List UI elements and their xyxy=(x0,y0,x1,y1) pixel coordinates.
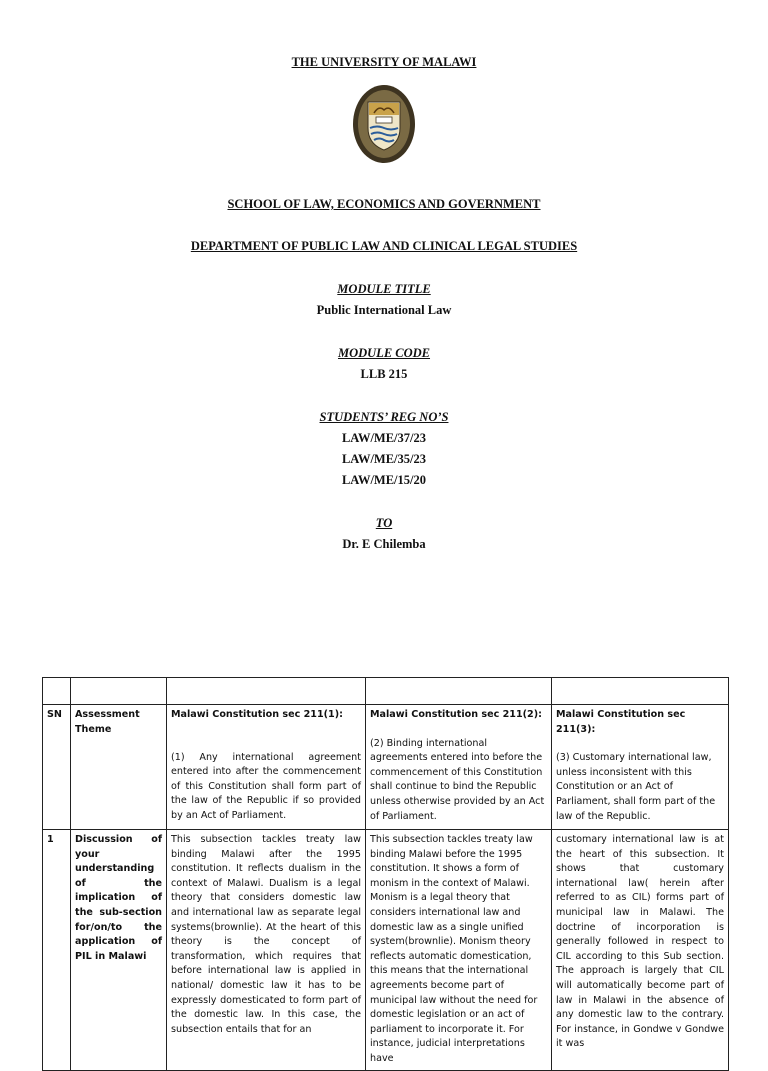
row-theme: Discussion of your understanding of the implication of the sub-section for/on/to the application of PIL in Malawi xyxy=(71,830,167,1071)
recipient-name: Dr. E Chilemba xyxy=(342,537,426,551)
table-header-row xyxy=(43,705,729,830)
module-code-label: MODULE CODE xyxy=(337,346,431,360)
sec-211-1-text: (1) Any international agreement entered into after the commencement of this Constitution shall form part of the law of the Republic if so provided by an Act of Parliament. xyxy=(171,751,361,821)
reg-number: LAW/ME/15/20 xyxy=(341,473,427,487)
sec-211-1-title: Malawi Constitution sec 211(1): xyxy=(171,709,343,720)
assessment-table xyxy=(42,677,729,1071)
sec-211-3-title: Malawi Constitution sec 211(3): xyxy=(556,709,686,735)
university-crest-icon xyxy=(352,84,416,164)
row-sn: 1 xyxy=(43,830,71,1071)
module-title-value: Public International Law xyxy=(316,303,452,317)
module-title-label: MODULE TITLE xyxy=(337,282,431,296)
school-name: SCHOOL OF LAW, ECONOMICS AND GOVERNMENT xyxy=(227,197,541,211)
module-code-value: LLB 215 xyxy=(360,367,408,381)
sec-211-3-text: (3) Customary international law, unless inconsistent with this Constitution or an Act of Parliament, shall form part of the law of the Republic. xyxy=(556,752,716,822)
sec-211-2-text: (2) Binding international agreements entered into before the commencement of this Constitution shall continue to bind the Republic unless otherwise provided by an Act of Parliament. xyxy=(370,737,545,822)
row-sec-211-2-discussion: This subsection tackles treaty law binding Malawi before the 1995 constitution. It shows a form of monism in the context of Malawi. Monism is a legal theory that considers international law and domestic law as a single unified system(brownlie). Monism theory reflects automatic domestication, this means that the international agreements become part of municipal law without the need for domestic legislation or an act of parliament to incorporate it. For instance, judicial interpretations have xyxy=(366,830,552,1071)
sn-header: SN xyxy=(43,705,71,830)
sec-211-3-header xyxy=(552,705,729,830)
sec-211-1-header xyxy=(167,705,366,830)
row-sec-211-3-discussion: customary international law is at the heart of this subsection. It shows that customary international law( herein after referred to as CIL) forms part of municipal law in Malawi. The doctrine of incorporation is generally followed in respect to CIL according to this Sub section. The approach is largely that CIL will automatically become part of law in Malawi in the absence of any domestic law to the contrary. For instance, in Gondwe v Gondwe it was xyxy=(552,830,729,1071)
university-title: THE UNIVERSITY OF MALAWI xyxy=(291,55,477,69)
sec-211-2-title: Malawi Constitution sec 211(2): xyxy=(370,709,542,720)
table-row xyxy=(43,830,729,1071)
reg-number: LAW/ME/37/23 xyxy=(341,431,427,445)
reg-numbers-label: STUDENTS’ REG NO’S xyxy=(319,410,449,424)
to-label: TO xyxy=(375,516,393,530)
table-blank-row xyxy=(43,678,729,705)
sec-211-2-header xyxy=(366,705,552,830)
department-name: DEPARTMENT OF PUBLIC LAW AND CLINICAL LEGAL STUDIES xyxy=(190,239,578,253)
reg-number: LAW/ME/35/23 xyxy=(341,452,427,466)
theme-header: Assessment Theme xyxy=(71,705,167,830)
row-sec-211-1-discussion: This subsection tackles treaty law binding Malawi after the 1995 constitution. It reflects dualism in the context of Malawi. Dualism is a legal theory that considers domestic law and international law as separate legal systems(brownlie). At the heart of this theory is the concept of transformation, which requires that before international law is applied in national/ domestic law it has to be expressly domesticated to form part of the domestic law. In this case, the subsection entails that for an xyxy=(167,830,366,1071)
